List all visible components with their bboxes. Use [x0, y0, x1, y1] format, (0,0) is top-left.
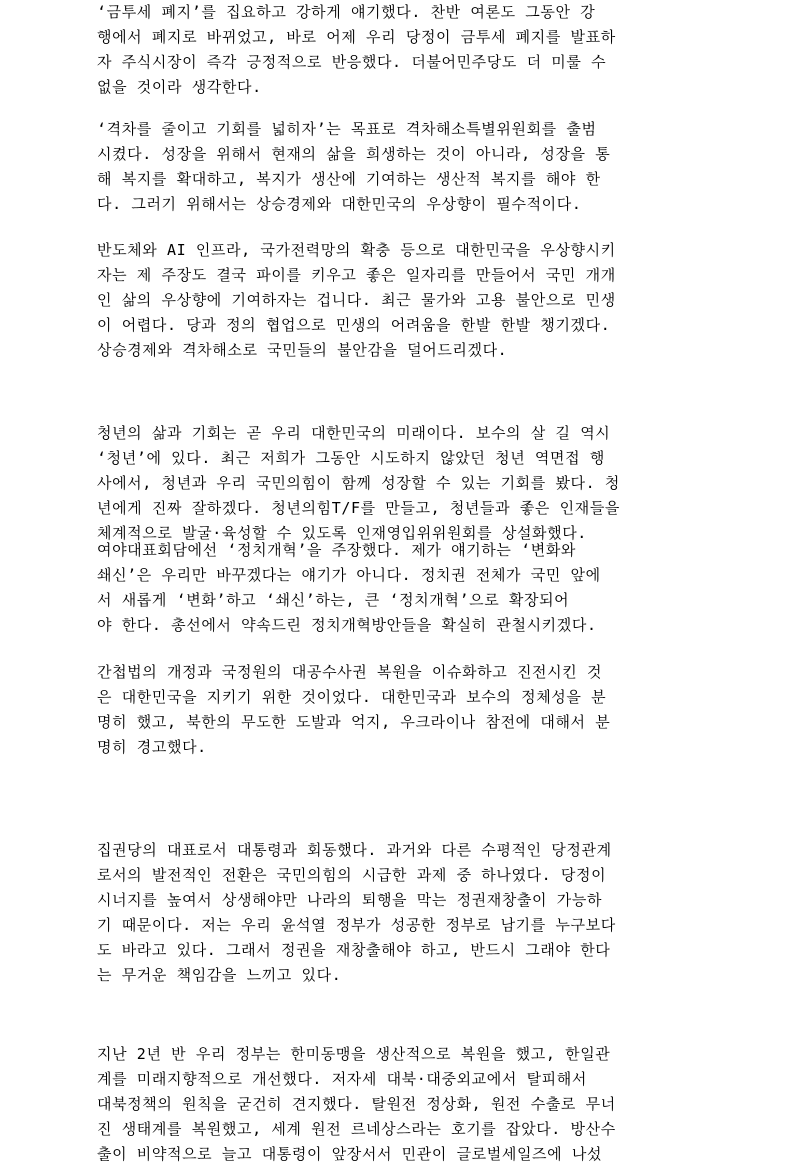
text-line: 인 삶의 우상향에 기여하자는 겁니다. 최근 물가와 고용 불안으로 민생 — [97, 291, 616, 309]
text-line: 명히 했고, 북한의 무도한 도발과 억지, 우크라이나 참전에 대해서 분 — [97, 713, 611, 731]
text-line: 체계적으로 발굴·육성할 수 있도록 인재영입위위원회를 상설화했다. — [97, 524, 587, 542]
text-line: 사에서, 청년과 우리 국민의힘이 함께 성장할 수 있는 기회를 봤다. 청 — [97, 474, 621, 492]
text-line: 지난 2년 반 우리 정부는 한미동맹을 생산적으로 복원을 했고, 한일관 — [97, 1045, 611, 1063]
text-line: 계를 미래지향적으로 개선했다. 저자세 대북·대중외교에서 탈피해서 — [97, 1070, 587, 1088]
text-line: 도 바라고 있다. 그래서 정권을 재창출해야 하고, 반드시 그래야 한다 — [97, 941, 611, 959]
text-line: ‘격차를 줄이고 기회를 넓히자’는 목표로 격차해소특별위원회를 출범 — [97, 120, 597, 138]
text-line: 상승경제와 격차해소로 국민들의 불안감을 덜어드리겠다. — [97, 341, 508, 359]
text-line: 로서의 발전적인 전환은 국민의힘의 시급한 과제 중 하나였다. 당정이 — [97, 866, 607, 884]
text-line: 서 새롭게 ‘변화’하고 ‘쇄신’하는, 큰 ‘정치개혁’으로 확장되어 — [97, 591, 570, 609]
text-line: 은 대한민국을 지키기 위한 것이었다. 대한민국과 보수의 정체성을 분 — [97, 688, 607, 706]
paragraph — [97, 660, 693, 760]
text-line: 이 어렵다. 당과 정의 협업으로 민생의 어려움을 한발 한발 챙기겠다. — [97, 316, 611, 334]
text-line: 출이 비약적으로 늘고 대통령이 앞장서서 민관이 글로벌세일즈에 나섰 — [97, 1145, 603, 1163]
text-line: 없을 것이라 생각한다. — [97, 78, 262, 96]
text-line: 다. 그러기 위해서는 상승경제와 대한민국의 우상향이 필수적이다. — [97, 195, 582, 213]
text-line: 시너지를 높여서 상생해야만 나라의 퇴행을 막는 정권재창출이 가능하 — [97, 891, 603, 909]
paragraph — [97, 421, 693, 546]
text-line: 대북정책의 원칙을 굳건히 견지했다. 탈원전 정상화, 원전 수출로 무너 — [97, 1095, 616, 1113]
text-line: 자는 제 주장도 결국 파이를 키우고 좋은 일자리를 만들어서 국민 개개 — [97, 266, 616, 284]
paragraph — [97, 117, 693, 217]
text-line: 쇄신’은 우리만 바꾸겠다는 얘기가 아니다. 정치권 전체가 국민 앞에 — [97, 566, 601, 584]
paragraph — [97, 0, 693, 100]
text-line: 기 때문이다. 저는 우리 윤석열 정부가 성공한 정부로 남기를 누구보다 — [97, 916, 616, 934]
paragraph — [97, 838, 693, 988]
text-line: 명히 경고했다. — [97, 738, 207, 756]
text-line: 야 한다. 총선에서 약속드린 정치개혁방안들을 확실히 관철시키겠다. — [97, 616, 597, 634]
text-line: 행에서 폐지로 바뀌었고, 바로 어제 우리 당정이 금투세 폐지를 발표하 — [97, 28, 616, 46]
text-line: 집권당의 대표로서 대통령과 회동했다. 과거와 다른 수평적인 당정관계 — [97, 841, 612, 859]
text-line: 간첩법의 개정과 국정원의 대공수사권 복원을 이슈화하고 진전시킨 것 — [97, 663, 603, 681]
text-line: 년에게 진짜 잘하겠다. 청년의힘T/F를 만들고, 청년들과 좋은 인재들을 — [97, 499, 621, 517]
paragraph — [97, 1042, 693, 1167]
text-line: 반도체와 AI 인프라, 국가전력망의 확충 등으로 대한민국을 우상향시키 — [97, 241, 616, 259]
paragraph — [97, 238, 693, 363]
text-line: ‘청년’에 있다. 최근 저희가 그동안 시도하지 않았던 청년 역면접 행 — [97, 449, 605, 467]
text-line: ‘금투세 폐지’를 집요하고 강하게 얘기했다. 찬반 여론도 그동안 강 — [97, 3, 596, 21]
text-line: 해 복지를 확대하고, 복지가 생산에 기여하는 생산적 복지를 해야 한 — [97, 170, 601, 188]
text-line: 자 주식시장이 즉각 긍정적으로 반응했다. 더불어민주당도 더 미룰 수 — [97, 53, 607, 71]
text-line: 시켰다. 성장을 위해서 현재의 삶을 희생하는 것이 아니라, 성장을 통 — [97, 145, 611, 163]
paragraph — [97, 538, 693, 638]
text-line: 여야대표회담에선 ‘정치개혁’을 주장했다. 제가 얘기하는 ‘변화와 — [97, 541, 577, 559]
text-line: 진 생태계를 복원했고, 세계 원전 르네상스라는 호기를 잡았다. 방산수 — [97, 1120, 616, 1138]
text-line: 청년의 삶과 기회는 곧 우리 대한민국의 미래이다. 보수의 살 길 역시 — [97, 424, 611, 442]
text-line: 는 무거운 책임감을 느끼고 있다. — [97, 966, 342, 984]
